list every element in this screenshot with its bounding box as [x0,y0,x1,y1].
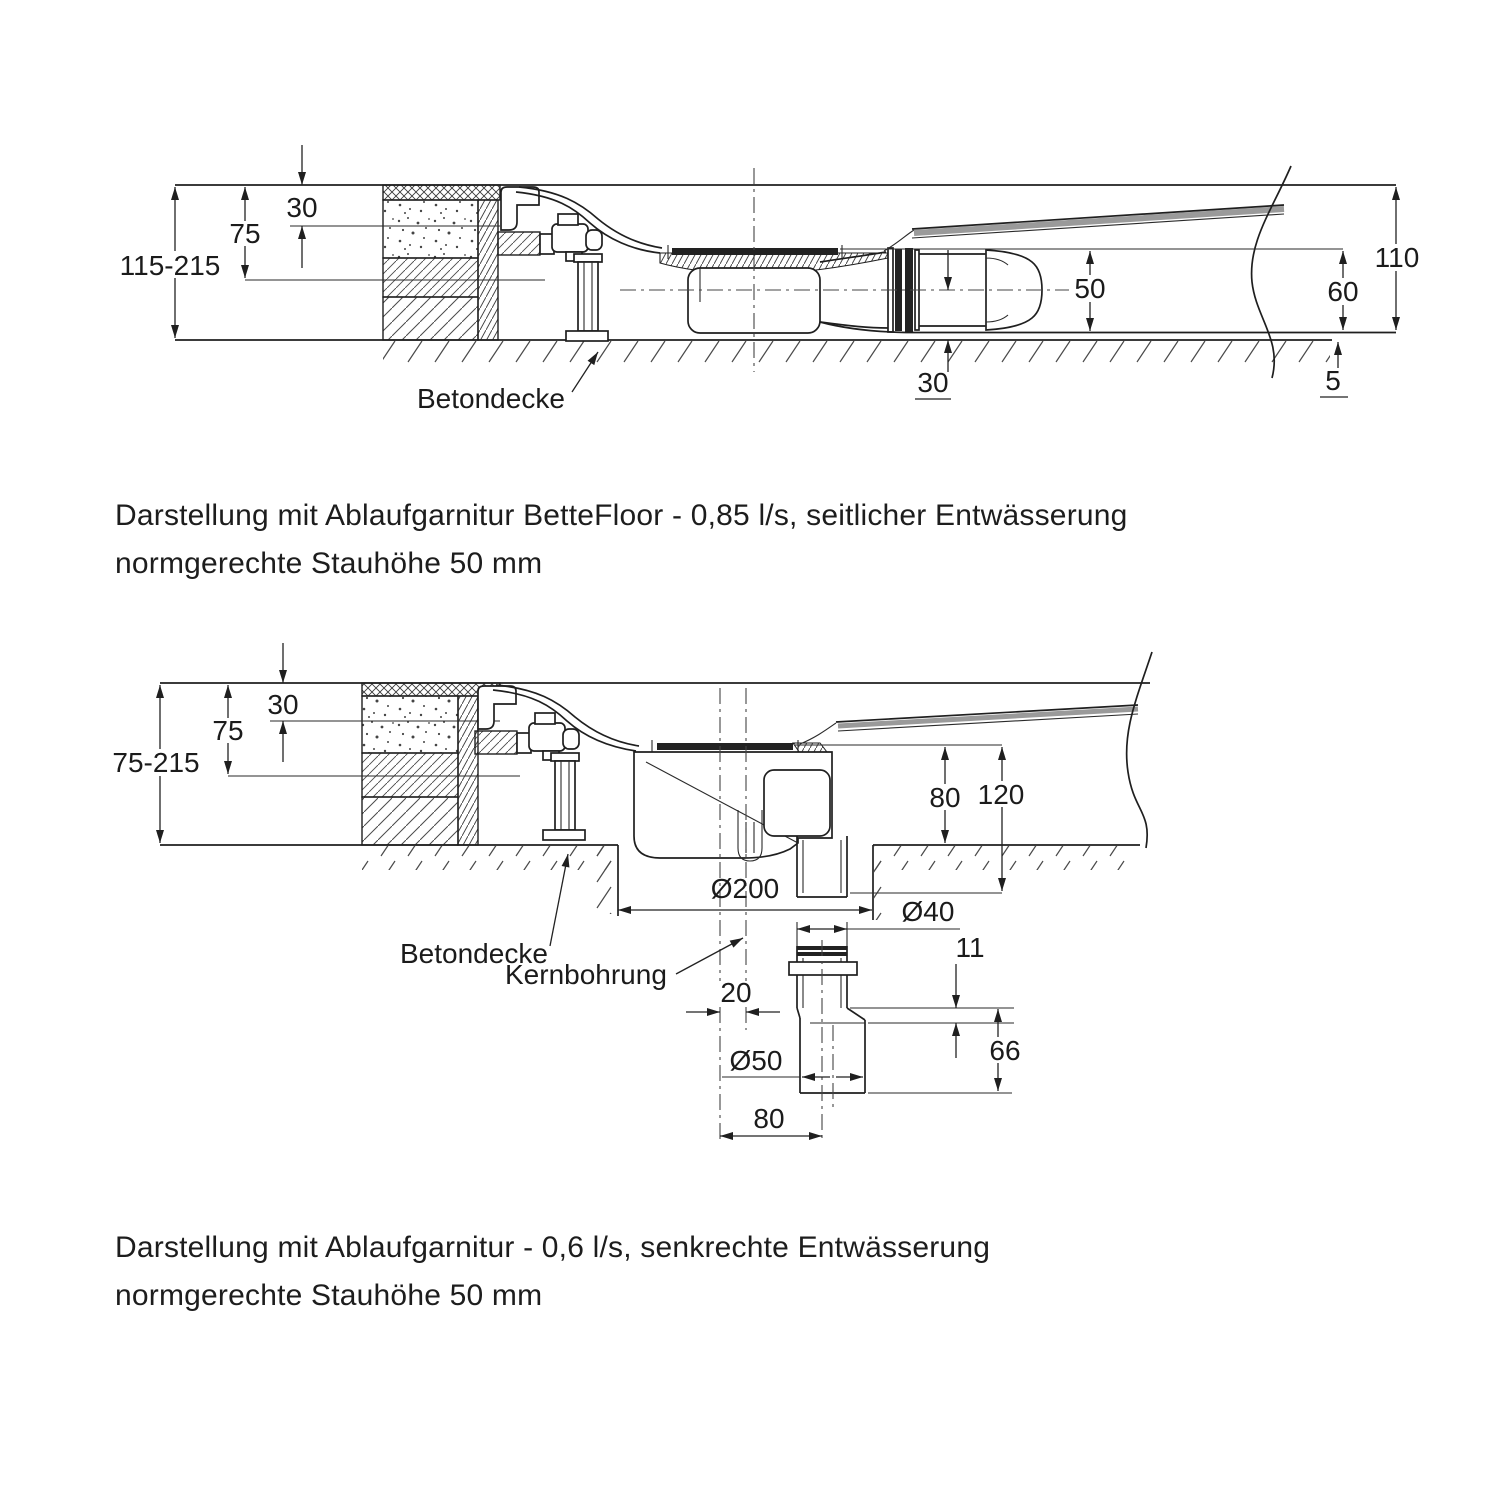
base-layer [362,797,458,845]
kernbohrung-label: Kernbohrung [505,959,667,990]
betondecke-label-lower: Betondecke [400,938,548,969]
caption-upper-line2: normgerechte Stauhöhe 50 mm [115,547,543,580]
insulation-layer [362,753,458,797]
dim-label-110: 110 [1374,242,1420,273]
screed-layer [383,200,478,258]
insulation-layer [383,258,478,297]
upper-diagram [112,145,1428,414]
dim-label-75: 75 [229,218,261,249]
edge-profile-and-foot [475,686,585,840]
caption-upper-line1: Darstellung mit Ablaufgarnitur BetteFloor - 0,85 l/s, seitlicher Entwässerung [115,499,1128,532]
edge-strip [478,200,498,340]
drain-cover [672,248,838,255]
dim-label-dia50: Ø50 [729,1045,783,1076]
dim-label-5: 5 [1325,365,1341,396]
dim-label-50: 50 [1074,273,1106,304]
dim-label-30-top: 30 [267,689,299,720]
dim-label-30-top: 30 [286,192,318,223]
dim-label-dia40: Ø40 [901,896,955,927]
break-line [1127,652,1152,848]
floor-hatch [383,341,1330,366]
dim-label-80-bottom: 80 [753,1103,785,1134]
caption-lower-line2: normgerechte Stauhöhe 50 mm [115,1279,543,1312]
dim-label-20: 20 [720,977,752,1008]
betondecke-label-upper: Betondecke [417,383,565,414]
caption-lower [115,1224,990,1320]
dim-label-120: 120 [977,779,1025,810]
base-layer [383,297,478,340]
dim-label-66: 66 [989,1035,1021,1066]
outlet-fitting [789,940,865,1140]
tile-layer [383,185,500,200]
dim-label-30-bottom: 30 [917,367,949,398]
caption-lower-line1: Darstellung mit Ablaufgarnitur - 0,6 l/s, senkrechte Entwässerung [115,1231,991,1264]
dim-label-80: 80 [929,782,961,813]
edge-profile-and-foot [498,187,608,341]
drain-cover [657,743,793,750]
dim-label-75: 75 [212,715,244,746]
dim-label-dia200: Ø200 [710,873,780,904]
lower-diagram [104,643,1152,1140]
edge-strip [458,696,478,845]
dim-label-60: 60 [1327,276,1359,307]
screed-layer [362,696,458,753]
dim-label-115-215: 115-215 [119,250,221,281]
dim-label-11: 11 [955,932,985,963]
dim-label-75-215: 75-215 [112,747,200,778]
outlet-chamber [764,770,830,836]
caption-upper [115,492,1128,588]
